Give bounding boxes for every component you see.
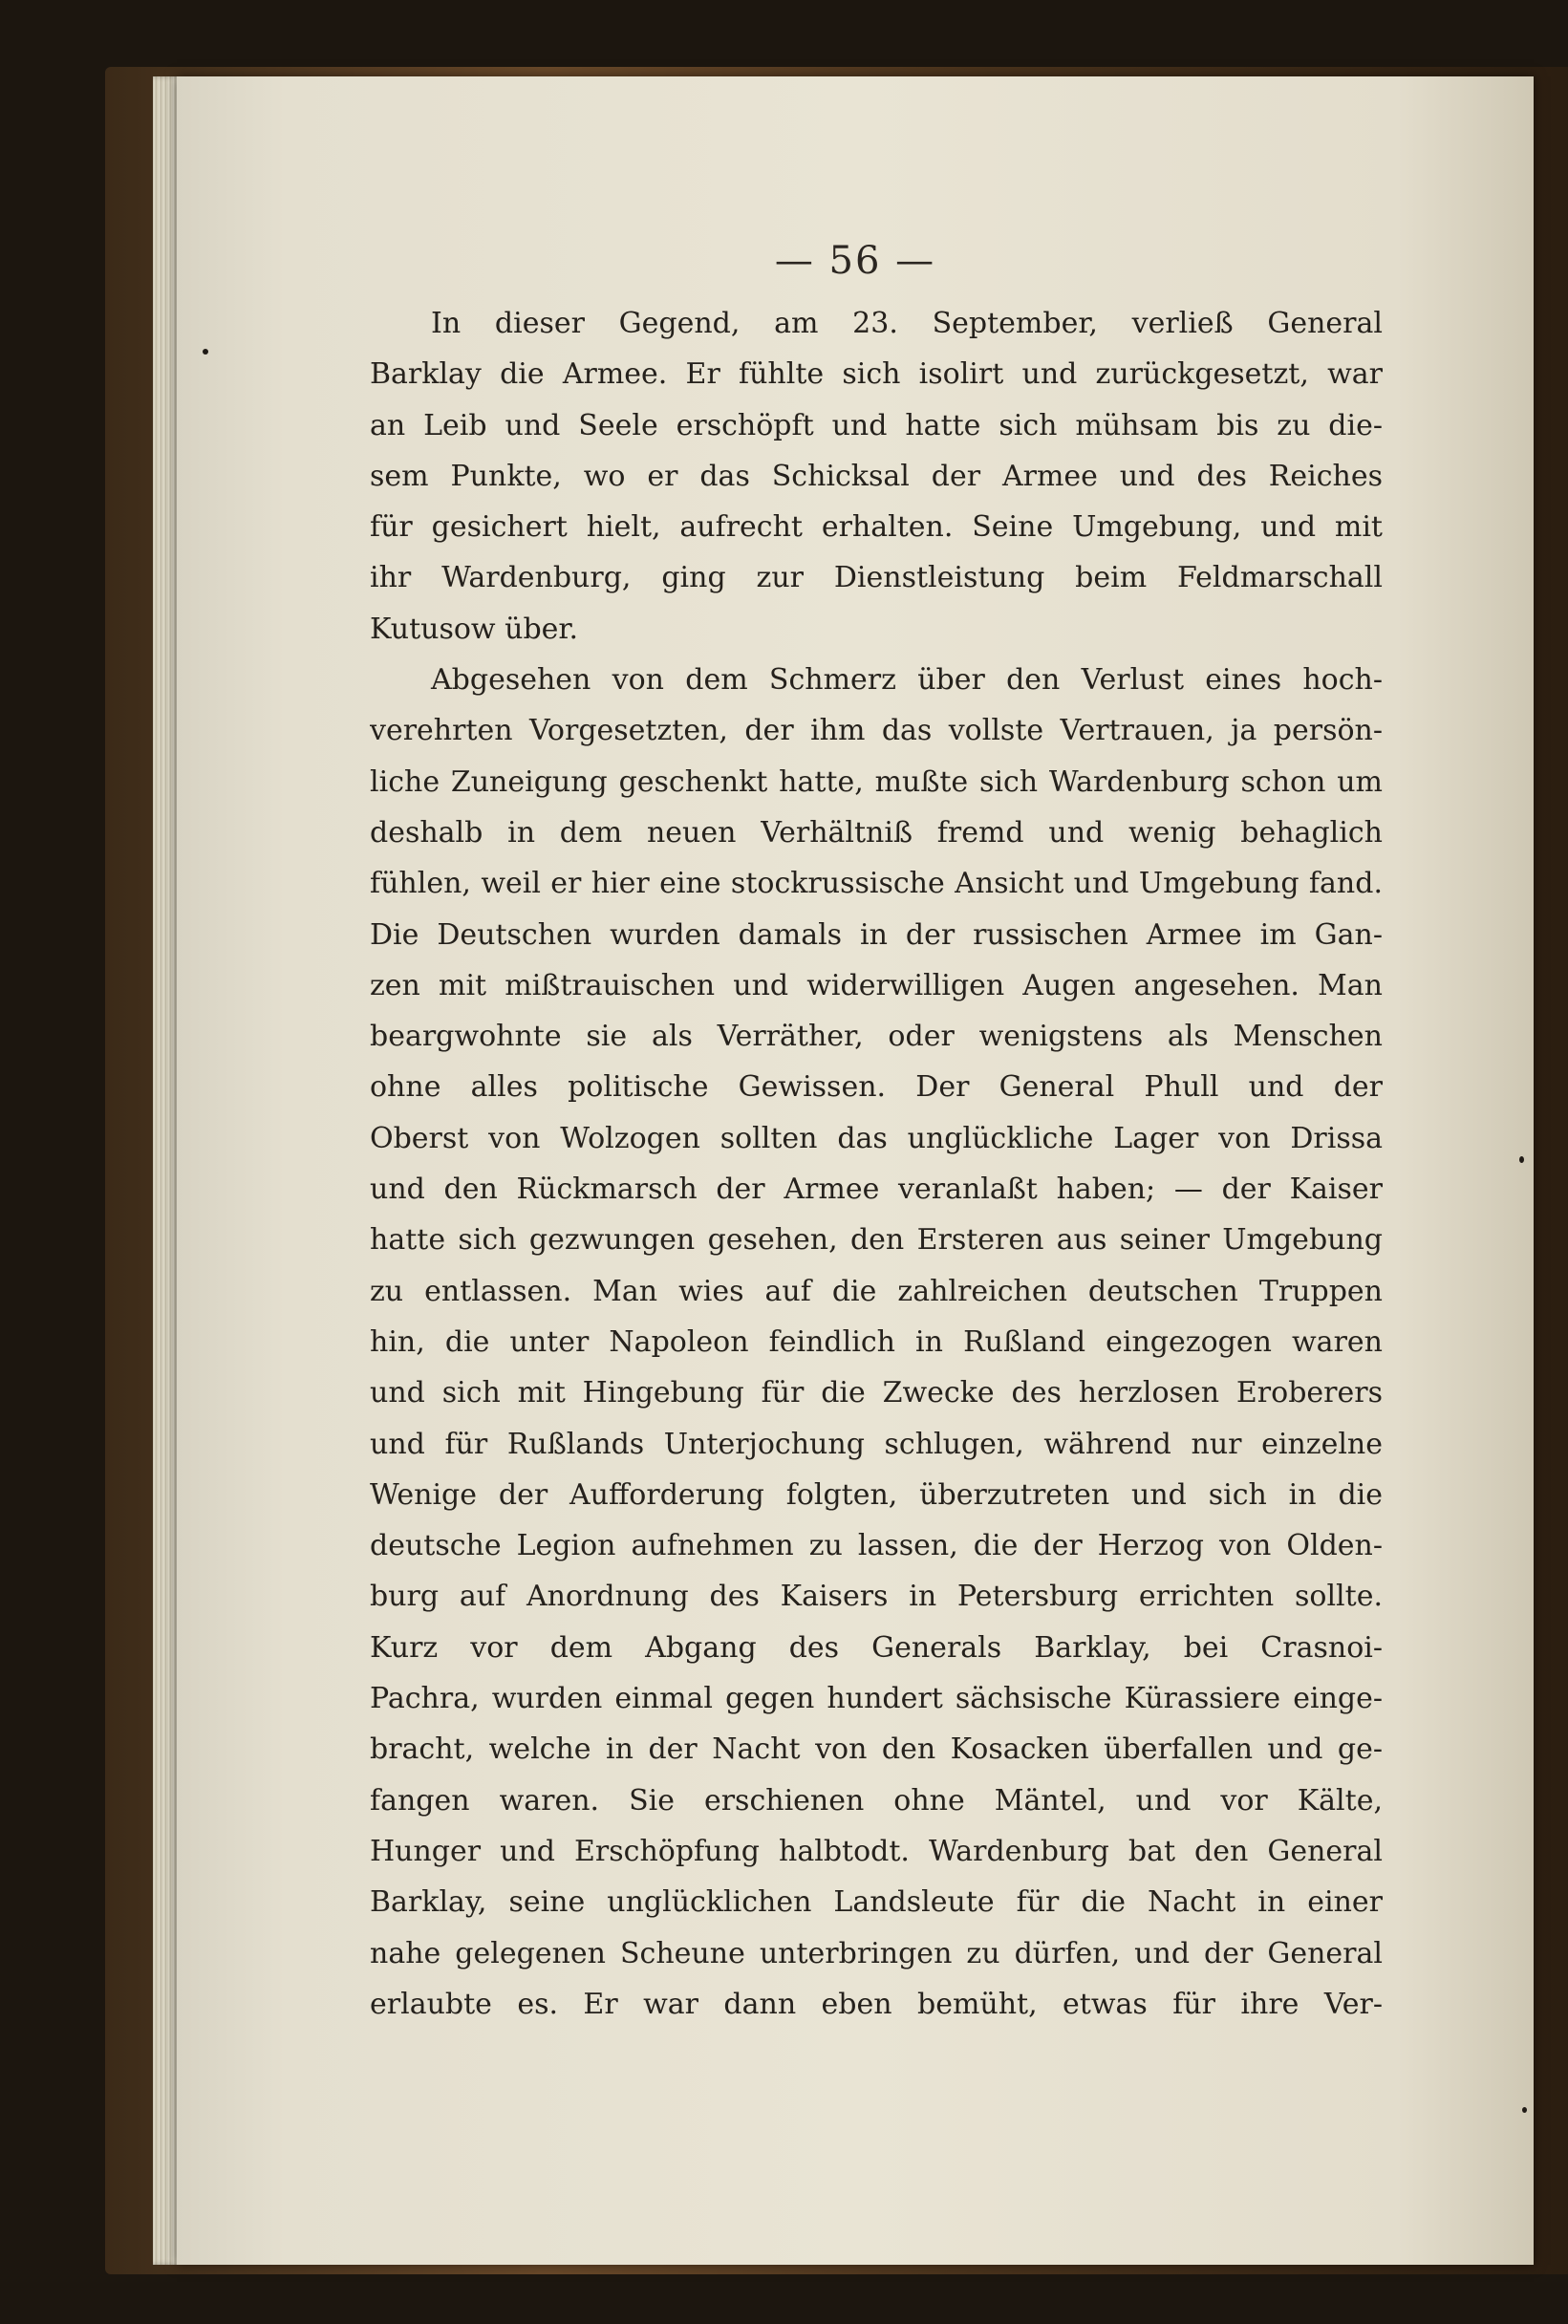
book-page (177, 76, 1534, 2265)
text-line: nahe gelegenen Scheune unterbringen zu dürfen, und der General (370, 1936, 1383, 1970)
text-line: Oberst von Wolzogen sollten das unglückliche Lager von Drissa (370, 1121, 1383, 1155)
text-line: Kurz vor dem Abgang des Generals Barklay, bei Crasnoi- (370, 1630, 1383, 1665)
text-line: liche Zuneigung geschenkt hatte, mußte sich Wardenburg schon um (370, 764, 1383, 799)
text-line: hin, die unter Napoleon feindlich in Rußland eingezogen waren (370, 1324, 1383, 1359)
text-line: und für Rußlands Unterjochung schlugen, während nur einzelne (370, 1427, 1383, 1461)
text-line: und sich mit Hingebung für die Zwecke des herzlosen Eroberers (370, 1376, 1383, 1410)
text-line: Abgesehen von dem Schmerz über den Verlust eines hoch- (431, 663, 1383, 698)
text-line: deshalb in dem neuen Verhältniß fremd und wenig behaglich (370, 815, 1383, 850)
text-line: hatte sich gezwungen gesehen, den Ersteren aus seiner Umgebung (370, 1223, 1383, 1258)
text-line: deutsche Legion aufnehmen zu lassen, die der Herzog von Olden- (370, 1529, 1383, 1563)
text-line: burg auf Anordnung des Kaisers in Petersburg errichten sollte. (370, 1580, 1383, 1614)
text-line: und den Rückmarsch der Armee veranlaßt haben; — der Kaiser (370, 1173, 1383, 1207)
text-line: In dieser Gegend, am 23. September, verließ General (431, 307, 1383, 340)
text-line: Barklay, seine unglücklichen Landsleute für die Nacht in einer (370, 1885, 1383, 1920)
text-line: Hunger und Erschöpfung halbtodt. Wardenburg bat den General (370, 1834, 1383, 1868)
text-line: Pachra, wurden einmal gegen hundert sächsische Kürassiere einge- (370, 1682, 1383, 1716)
text-line: verehrten Vorgesetzten, der ihm das vollste Vertrauen, ja persön- (370, 714, 1383, 748)
paper-speck (1522, 2107, 1527, 2113)
text-line: Wenige der Aufforderung folgten, überzutreten und sich in die (370, 1477, 1383, 1512)
text-line: erlaubte es. Er war dann eben bemüht, etwas für ihre Ver- (370, 1987, 1383, 2021)
text-line: Barklay die Armee. Er fühlte sich isolirt und zurückgesetzt, war (370, 357, 1383, 392)
text-line: zu entlassen. Man wies auf die zahlreichen deutschen Truppen (370, 1274, 1383, 1308)
page-body-text (370, 298, 1383, 2030)
text-line: Kutusow über. (370, 612, 578, 646)
text-line: sem Punkte, wo er das Schicksal der Armee und des Reiches (370, 459, 1383, 493)
page-number: — 56 — (774, 239, 936, 283)
text-line: zen mit mißtrauischen und widerwilligen Augen angesehen. Man (370, 968, 1383, 1002)
paper-speck (203, 349, 208, 355)
paper-speck (1519, 1156, 1524, 1163)
text-line: beargwohnte sie als Verräther, oder wenigstens als Menschen (370, 1020, 1383, 1054)
text-line: an Leib und Seele erschöpft und hatte sich mühsam bis zu die- (370, 408, 1383, 442)
text-line: für gesichert hielt, aufrecht erhalten. Seine Umgebung, und mit (370, 510, 1383, 545)
text-line: ihr Wardenburg, ging zur Dienstleistung beim Feldmarschall (370, 561, 1383, 595)
text-line: Die Deutschen wurden damals in der russischen Armee im Gan- (370, 917, 1383, 952)
text-line: fangen waren. Sie erschienen ohne Mäntel, und vor Kälte, (370, 1783, 1383, 1818)
text-line: ohne alles politische Gewissen. Der General Phull und der (370, 1070, 1383, 1105)
text-line: bracht, welche in der Nacht von den Kosacken überfallen und ge- (370, 1732, 1383, 1767)
text-line: fühlen, weil er hier eine stockrussische Ansicht und Umgebung fand. (370, 867, 1383, 901)
